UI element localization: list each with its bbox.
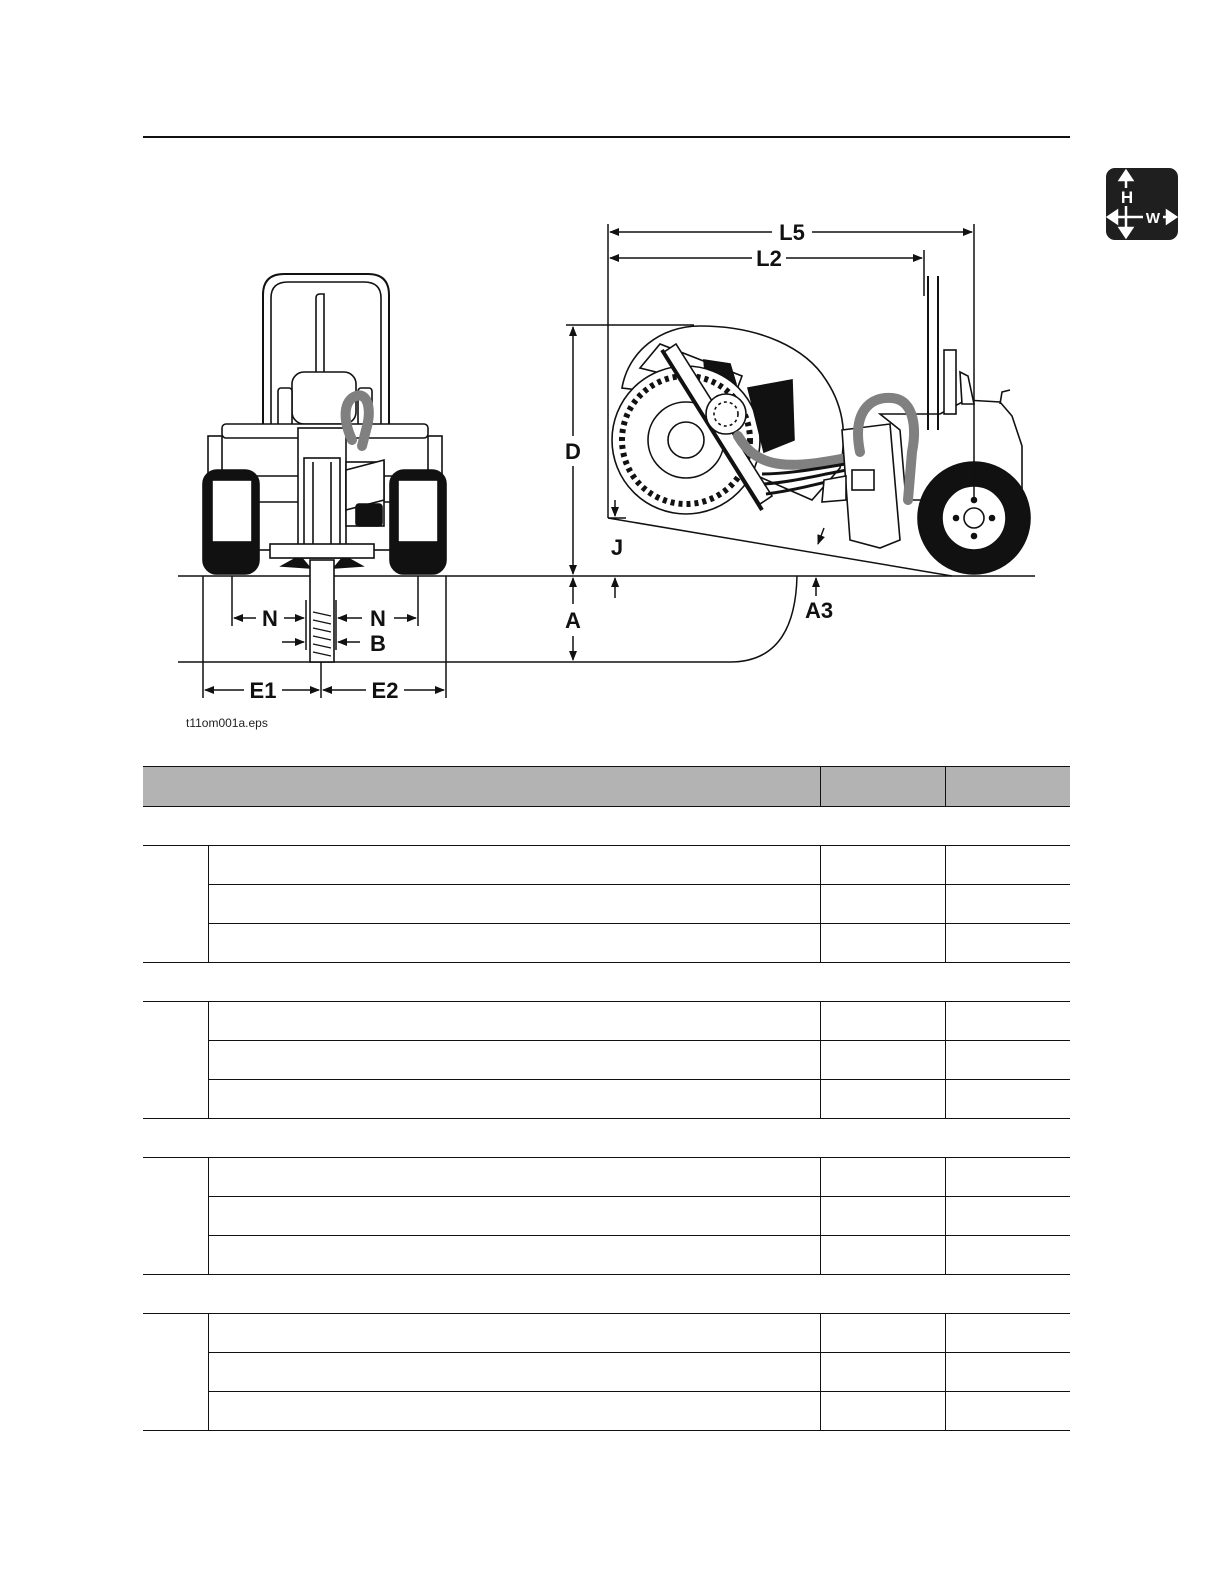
header-description xyxy=(143,767,820,807)
row-value-2 xyxy=(945,1197,1070,1236)
section-title-row xyxy=(143,963,1070,1002)
table-row xyxy=(143,1353,1070,1392)
table-row xyxy=(143,885,1070,924)
label-L5: L5 xyxy=(779,220,805,245)
label-B: B xyxy=(370,631,386,656)
section-title xyxy=(143,807,1070,846)
figure-filename: t11om001a.eps xyxy=(186,716,268,730)
trencher-dimension-drawing xyxy=(0,0,1224,760)
table-row xyxy=(143,924,1070,963)
row-group-label xyxy=(143,846,208,963)
label-A3: A3 xyxy=(804,598,834,623)
row-value-1 xyxy=(820,846,945,885)
row-description xyxy=(208,1158,820,1197)
row-description xyxy=(208,1236,820,1275)
label-E1: E1 xyxy=(249,678,277,703)
row-value-1 xyxy=(820,1158,945,1197)
row-description xyxy=(208,1041,820,1080)
badge-h-letter: H xyxy=(1120,188,1134,207)
row-value-2 xyxy=(945,924,1070,963)
row-value-2 xyxy=(945,1002,1070,1041)
table-row xyxy=(143,1314,1070,1353)
badge-w-letter: W xyxy=(1145,210,1161,227)
row-value-1 xyxy=(820,1002,945,1041)
row-description xyxy=(208,846,820,885)
table-row xyxy=(143,846,1070,885)
row-value-1 xyxy=(820,1041,945,1080)
label-N-right: N xyxy=(370,606,386,631)
row-value-2 xyxy=(945,1353,1070,1392)
row-description xyxy=(208,1080,820,1119)
specifications-table xyxy=(143,766,1070,1431)
row-value-2 xyxy=(945,1080,1070,1119)
row-value-2 xyxy=(945,1041,1070,1080)
row-value-2 xyxy=(945,1392,1070,1431)
section-title xyxy=(143,963,1070,1002)
row-value-1 xyxy=(820,1314,945,1353)
row-value-2 xyxy=(945,1314,1070,1353)
row-description xyxy=(208,1002,820,1041)
row-description xyxy=(208,1197,820,1236)
row-value-2 xyxy=(945,1158,1070,1197)
row-value-2 xyxy=(945,885,1070,924)
table-row xyxy=(143,1392,1070,1431)
row-value-1 xyxy=(820,1236,945,1275)
row-group-label xyxy=(143,1314,208,1431)
label-L2: L2 xyxy=(756,246,782,271)
section-title-row xyxy=(143,1119,1070,1158)
table-row xyxy=(143,1002,1070,1041)
row-description xyxy=(208,1314,820,1353)
table-header-row xyxy=(143,767,1070,807)
label-J: J xyxy=(610,535,624,560)
header-col-3 xyxy=(945,767,1070,807)
table-row xyxy=(143,1236,1070,1275)
label-E2: E2 xyxy=(371,678,399,703)
row-value-1 xyxy=(820,1392,945,1431)
label-A: A xyxy=(565,608,581,633)
row-description xyxy=(208,924,820,963)
table-row xyxy=(143,1080,1070,1119)
header-col-2 xyxy=(820,767,945,807)
row-value-2 xyxy=(945,846,1070,885)
label-D: D xyxy=(565,439,581,464)
section-title xyxy=(143,1119,1070,1158)
row-group-label xyxy=(143,1158,208,1275)
row-description xyxy=(208,1392,820,1431)
row-value-1 xyxy=(820,885,945,924)
section-title-row xyxy=(143,807,1070,846)
rear-view-tractor xyxy=(203,274,446,662)
table-row xyxy=(143,1158,1070,1197)
row-value-1 xyxy=(820,924,945,963)
table-row xyxy=(143,1041,1070,1080)
section-title xyxy=(143,1275,1070,1314)
row-description xyxy=(208,885,820,924)
row-description xyxy=(208,1353,820,1392)
row-value-1 xyxy=(820,1353,945,1392)
row-value-1 xyxy=(820,1080,945,1119)
row-value-2 xyxy=(945,1236,1070,1275)
row-value-1 xyxy=(820,1197,945,1236)
table-row xyxy=(143,1197,1070,1236)
label-N-left: N xyxy=(262,606,278,631)
section-title-row xyxy=(143,1275,1070,1314)
row-group-label xyxy=(143,1002,208,1119)
